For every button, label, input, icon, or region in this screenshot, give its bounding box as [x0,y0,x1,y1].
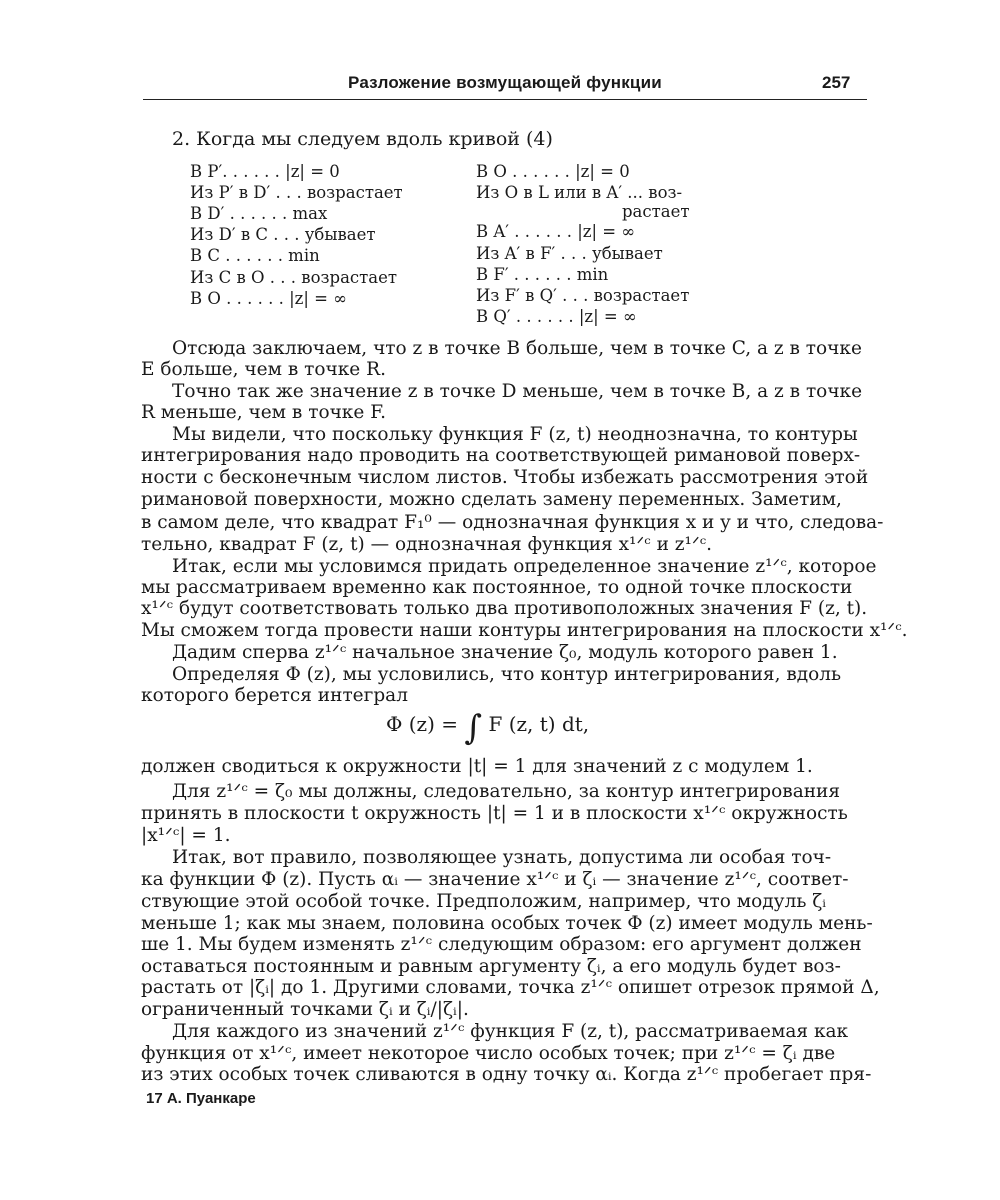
text-line: принять в плоскости t окружность |t| = 1 и в плоскости x¹ᐟᶜ окружность [141,803,848,824]
table-right-row: В F′ . . . . . . min [476,265,609,284]
text-line: ствующие этой особой точке. Предположим, например, что модуль ζᵢ [141,891,827,912]
text-line: мы рассматриваем временно как постоянное, то одной точке плоскости [141,577,853,598]
text-line: из этих особых точек сливаются в одну точку αᵢ. Когда z¹ᐟᶜ пробегает пря- [141,1064,872,1085]
integral-formula [386,708,589,748]
table-left-row: В O . . . . . . |z| = ∞ [190,289,347,308]
page-number: 257 [822,73,851,92]
table-right-row: Из A′ в F′ . . . убывает [476,244,663,263]
text-line: x¹ᐟᶜ будут соответствовать только два противоположных значения F (z, t). [141,598,868,619]
text-line: ше 1. Мы будем изменять z¹ᐟᶜ следующим образом: его аргумент должен [141,934,862,955]
text-line: меньше 1; как мы знаем, половина особых точек Φ (z) имеет модуль мень- [141,913,873,934]
text-line: Определяя Φ (z), мы условились, что контур интегрирования, вдоль [172,664,842,685]
text-line: интегрирования надо проводить на соответствующей римановой поверх- [141,445,861,466]
table-right-row: Из O в L или в A′ ... воз- [476,183,683,202]
text-line: Для z¹ᐟᶜ = ζ₀ мы должны, следовательно, за контур интегрирования [172,781,841,802]
table-right-row: В A′ . . . . . . |z| = ∞ [476,222,636,241]
text-line: которого берется интеграл [141,685,408,706]
table-left-row: Из P′ в D′ . . . возрастает [190,183,403,202]
text-line: в самом деле, что квадрат F₁⁰ — однозначная функция x и y и что, следова- [141,512,884,533]
table-left-row: В P′. . . . . . |z| = 0 [190,162,340,181]
table-right-row: Из F′ в Q′ . . . возрастает [476,286,690,305]
table-right-row: В O . . . . . . |z| = 0 [476,162,630,181]
text-line: Дадим сперва z¹ᐟᶜ начальное значение ζ₀, модуль которого равен 1. [172,642,838,663]
text-line: должен сводиться к окружности |t| = 1 для значений z с модулем 1. [141,756,813,777]
table-left-row: В C . . . . . . min [190,246,320,265]
table-right-row: растает [622,202,690,221]
formula-rhs: F (z, t) dt, [488,712,590,736]
text-line: Отсюда заключаем, что z в точке B больше, чем в точке C, а z в точке [172,338,862,359]
text-line: Мы видели, что поскольку функция F (z, t) неоднозначна, то контуры [172,424,858,445]
table-left-row: Из C в O . . . возрастает [190,268,397,287]
text-line: Для каждого из значений z¹ᐟᶜ функция F (z, t), рассматриваемая как [172,1021,849,1042]
table-left-row: Из D′ в C . . . убывает [190,225,376,244]
text-line: E больше, чем в точке R. [141,359,386,380]
section-heading: 2. Когда мы следуем вдоль кривой (4) [172,128,553,150]
table-right-row: В Q′ . . . . . . |z| = ∞ [476,307,637,326]
text-line: римановой поверхности, можно сделать замену переменных. Заметим, [141,489,842,510]
running-header-title: Разложение возмущающей функции [348,73,662,92]
text-line: Итак, если мы условимся придать определенное значение z¹ᐟᶜ, которое [172,556,877,577]
text-line: |x¹ᐟᶜ| = 1. [141,825,231,846]
formula-lhs: Φ (z) = [386,712,459,736]
header-rule [143,99,867,100]
text-line: ка функции Φ (z). Пусть αᵢ — значение x¹ᐟᶜ и ζᵢ — значение z¹ᐟᶜ, соответ- [141,869,849,890]
text-line: ограниченный точками ζᵢ и ζᵢ/|ζᵢ|. [141,999,469,1020]
text-line: оставаться постоянным и равным аргументу ζᵢ, а его модуль будет воз- [141,956,841,977]
text-line: растать от |ζᵢ| до 1. Другими словами, точка z¹ᐟᶜ опишет отрезок прямой Δ, [141,977,880,998]
text-line: функция от x¹ᐟᶜ, имеет некоторое число особых точек; при z¹ᐟᶜ = ζᵢ две [141,1043,836,1064]
table-left-row: В D′ . . . . . . max [190,204,328,223]
text-line: ности с бесконечным числом листов. Чтобы избежать рассмотрения этой [141,467,869,488]
footer-signature: 17 А. Пуанкаре [146,1090,256,1107]
text-line: R меньше, чем в точке F. [141,402,387,423]
text-line: Мы сможем тогда провести наши контуры интегрирования на плоскости x¹ᐟᶜ. [141,620,908,641]
text-line: Точно так же значение z в точке D меньше, чем в точке B, а z в точке [172,381,863,402]
text-line: Итак, вот правило, позволяющее узнать, допустима ли особая точ- [172,847,832,868]
integral-sign: ∫ [464,708,483,748]
text-line: тельно, квадрат F (z, t) — однозначная функция x¹ᐟᶜ и z¹ᐟᶜ. [141,534,713,555]
